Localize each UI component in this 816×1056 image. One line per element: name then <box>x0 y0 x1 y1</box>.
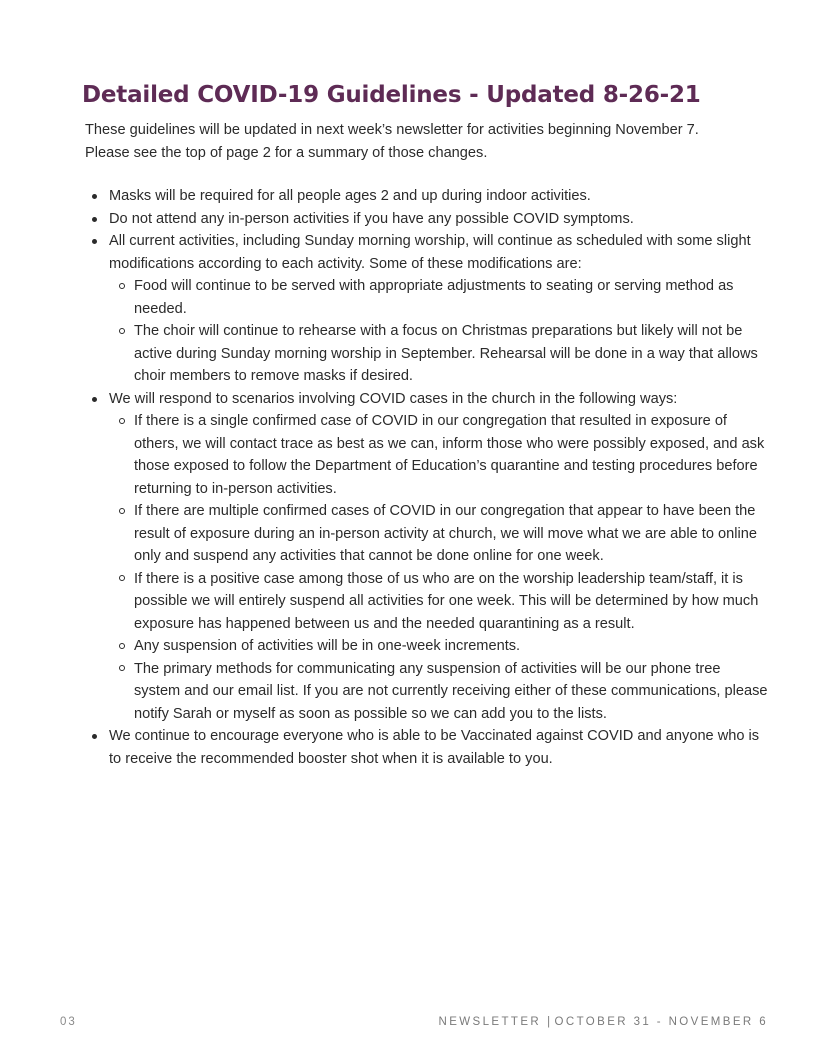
scenarios-sublist <box>109 410 769 725</box>
footer-dates: OCTOBER 31 - NOVEMBER 6 <box>554 1016 768 1028</box>
intro-paragraph: These guidelines will be updated in next week’s newsletter for activities beginning November 7. Please see the top of page 2 for a summary of those changes. <box>85 122 699 161</box>
sub-guideline-item: If there is a single confirmed case of COVID in our congregation that resulted in exposure of others, we will contact trace as best as we can, inform those who were possibly exposed, and ask those exposed to follow the Department of Education’s quarantine and testing procedures before returning to in-person activities. <box>134 410 769 500</box>
guidelines-list <box>85 185 769 770</box>
guideline-item <box>109 388 769 726</box>
footer-newsletter-label <box>439 1016 768 1028</box>
footer-separator: | <box>547 1016 553 1028</box>
guideline-text: Masks will be required for all people ages 2 and up during indoor activities. <box>109 188 591 204</box>
sub-guideline-item: The primary methods for communicating any suspension of activities will be our phone tree system and our email list. If you are not currently receiving either of these communications, please notify Sarah or myself as soon as possible so we can add you to the lists. <box>134 658 769 726</box>
sub-guideline-item: The choir will continue to rehearse with a focus on Christmas preparations but likely will not be active during Sunday morning worship in September. Rehearsal will be done in a way that allows choir members to remove masks if desired. <box>134 320 769 388</box>
guideline-text: All current activities, including Sunday morning worship, will continue as scheduled with some slight modifications according to each activity. Some of these modifications are: <box>109 233 751 272</box>
guideline-text: We continue to encourage everyone who is able to be Vaccinated against COVID and anyone who is to receive the recommended booster shot when it is available to you. <box>109 728 760 767</box>
guideline-item <box>109 208 769 231</box>
guideline-item <box>109 725 769 770</box>
guideline-item <box>109 185 769 208</box>
sub-guideline-item: Any suspension of activities will be in one-week increments. <box>134 635 769 658</box>
page-title: Detailed COVID-19 Guidelines - Updated 8-26-21 <box>82 82 701 108</box>
guideline-item <box>109 230 769 388</box>
sub-guideline-item: If there is a positive case among those of us who are on the worship leadership team/staff, it is possible we will entirely suspend all activities for one week. This will be determined by how much exposure has happened between us and the needed quarantining as a result. <box>134 568 769 636</box>
guideline-text: Do not attend any in-person activities if you have any possible COVID symptoms. <box>109 210 634 227</box>
sub-guideline-item: Food will continue to be served with appropriate adjustments to seating or serving method as needed. <box>134 275 769 320</box>
sub-guideline-item: If there are multiple confirmed cases of COVID in our congregation that appear to have been the result of exposure during an in-person activity at church, we will move what we are able to online only and suspend any activities that cannot be done online for one week. <box>134 500 769 568</box>
footer-section: NEWSLETTER <box>438 1016 542 1028</box>
footer-page-number: 03 <box>60 1016 77 1028</box>
modifications-sublist <box>109 275 769 388</box>
guideline-text: We will respond to scenarios involving COVID cases in the church in the following ways: <box>109 390 678 407</box>
